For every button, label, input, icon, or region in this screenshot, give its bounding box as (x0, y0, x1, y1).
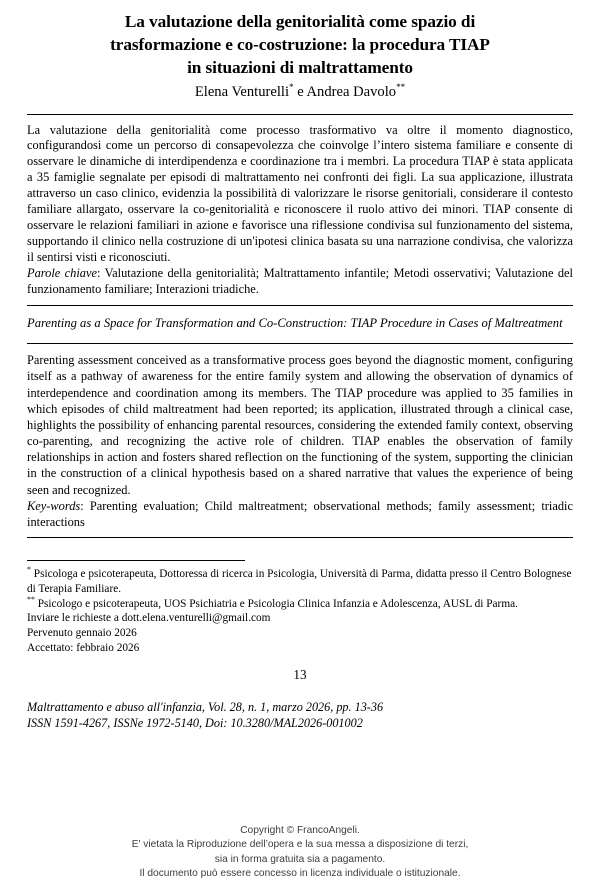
footnote-1-marker: * (27, 565, 31, 575)
footnote-received-date: Pervenuto gennaio 2026 (27, 626, 137, 639)
page-number: 13 (293, 667, 307, 683)
page-title (35, 10, 565, 79)
journal-citation (27, 699, 573, 731)
copyright-footer (0, 824, 600, 882)
footnote-1-text: Psicologa e psicoterapeuta, Dottoressa di ricerca in Psicologia, Università di Parma, didatta presso il Centro Bolognese di Terapia Familiare. (27, 568, 572, 595)
author-name-second: e Andrea Davolo (293, 84, 397, 100)
italian-abstract-block (27, 115, 573, 305)
english-keywords-separator: : (80, 498, 90, 513)
copyright-line-1: Copyright © FrancoAngeli. (240, 825, 360, 836)
footnote-1 (27, 567, 573, 596)
footnote-accepted-date: Accettato: febbraio 2026 (27, 641, 140, 654)
author-name-first: Elena Venturelli (194, 84, 290, 100)
english-keywords (27, 498, 573, 530)
italian-abstract-text: La valutazione della genitorialità come processo trasformativo va oltre il momento diagnostico, configurandosi come un percorso di consapevolezza che coinvolge l’intero sistema familiare e consente di osservare le dinamiche di interdipendenza e coordinazione tra i membri. La procedura TIAP è stata applicata a 35 famiglie segnalate per episodi di maltrattamento nei confronti dei figli. La sua applicazione, illustrata attraverso un caso clinico, evidenzia la possibilità di valorizzare le risorse genitoriali, considerare il contesto familiare allargato, osservare la co-genitorialità e riconoscere il ruolo attivo dei minori. TIAP consente di osservare le relazioni familiari in azione e favorisce una riflessione condivisa sul funzionamento del sistema, supportando il clinico nella costruzione di un'ipotesi clinica basata su una narrazione condivisa, che valorizza il sentirsi visti e riconosciuti. (27, 122, 573, 264)
page-content (27, 10, 573, 731)
italian-keywords (27, 266, 573, 298)
author-footnote-marker-1: * (289, 82, 294, 93)
italian-keywords-label: Parole chiave (27, 265, 97, 280)
spacer-after-authors (27, 102, 573, 114)
copyright-line-4: Il documento può essere concesso in licenza individuale o istituzionale. (139, 868, 461, 880)
author-footnote-marker-2: ** (396, 82, 406, 93)
copyright-line-3: sia in forma gratuita sia a pagamento. (214, 853, 386, 865)
spacer-after-english-title (27, 331, 573, 343)
footnote-2 (27, 594, 573, 612)
copyright-line-2: E' vietata la Riproduzione dell’opera e la sua messa a disposizione di terzi, (131, 839, 469, 851)
spacer-before-footnotes (27, 538, 573, 560)
english-abstract-block (27, 344, 573, 537)
footnote-2-text: Psicologo e psicoterapeuta, UOS Psichiatria e Psicologia Clinica Infanzia e Adolescenza, AUSL di Parma. (37, 597, 518, 610)
footnote-contact: Inviare le richieste a dott.elena.venturelli@gmail.com (27, 612, 271, 625)
title-line-3: in situazioni di maltrattamento (187, 58, 413, 77)
author-line (27, 84, 573, 102)
italian-keywords-separator: : (96, 265, 105, 280)
english-title: Parenting as a Space for Transformation and Co-Construction: TIAP Procedure in Cases of Maltreatment (27, 315, 563, 330)
journal-citation-line-2: ISSN 1591-4267, ISSNe 1972-5140, Doi: 10.3280/MAL2026-001002 (27, 716, 363, 731)
english-abstract-text: Parenting assessment conceived as a transformative process goes beyond the diagnostic moment, configuring itself as a pathway of awareness for the entire family system and allowing the observation of dynamics of interdependence and coordination among its members. The TIAP procedure was applied to 35 families in which episodes of child maltreatment had been reported; its application, illustrated through a clinical case, highlights the possibility of enhancing parental resources, considering the extended family context, observing co-parenting, and recognizing the active role of children. TIAP enables the observation of family relationships in action and fosters shared reflection on the functioning of the system, supporting the clinician in the construction of a clinical hypothesis based on a shared narrative that values the experience of being seen and recognized. (27, 353, 573, 497)
footnotes-block (27, 561, 573, 655)
english-keywords-label: Key-words (27, 498, 81, 513)
spacer-before-english-title (27, 306, 573, 315)
italian-keywords-list: Valutazione della genitorialità; Maltrattamento infantile; Metodi osservativi; Valutazione del funzionamento familiare; Interazioni triadiche. (27, 265, 573, 296)
footnote-2-marker: ** (27, 594, 35, 604)
title-line-2: trasformazione e co-costruzione: la procedura TIAP (110, 35, 490, 54)
english-keywords-list: Parenting evaluation; Child maltreatment; observational methods; family assessment; triadic interactions (27, 498, 573, 530)
journal-citation-line-1: Maltrattamento e abuso all'infanzia, Vol. 28, n. 1, marzo 2026, pp. 13-36 (27, 700, 384, 715)
title-line-1: La valutazione della genitorialità come spazio di (124, 12, 476, 31)
